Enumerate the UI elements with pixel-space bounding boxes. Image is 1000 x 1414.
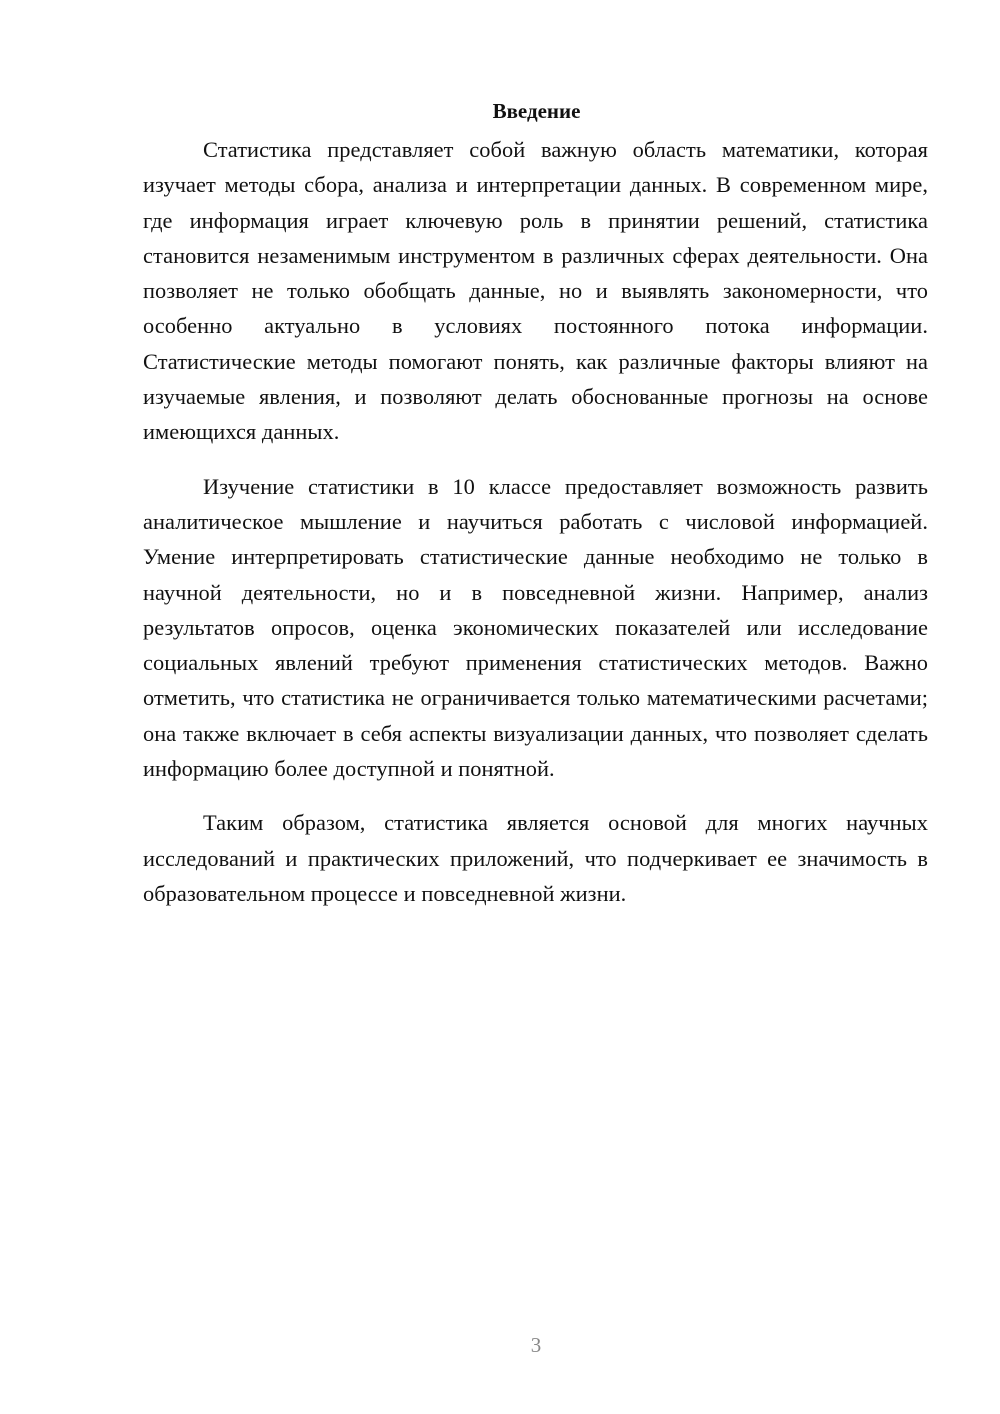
paragraph-3: Таким образом, статистика является основой для многих научных исследований и практических приложений, что подчеркивает ее значимость в образовательном процессе и повседневной жизни. [143,810,928,906]
section-title: Введение [492,99,581,123]
paragraph-2: Изучение статистики в 10 классе предоставляет возможность развить аналитическое мышление и научиться работать с числовой информацией. Умение интерпретировать статистические данные необходимо не только в научной деятельности, но и в повседневной жизни. Например, анализ результатов опросов, оценка экономических показателей или исследование социальных явлений требуют применения статистических методов. Важно отметить, что статистика не ограничивается только математическими расчетами; она также включает в себя аспекты визуализации данных, что позволяет сделать информацию более доступной и понятной. [143,473,928,782]
paragraph-1: Статистика представляет собой важную область математики, которая изучает методы сбора, анализа и интерпретации данных. В современном мире, где информация играет ключевую роль в принятии решений, статистика становится незаменимым инструментом в различных сферах деятельности. Она позволяет не только обобщать данные, но и выявлять закономерности, что особенно актуально в условиях постоянного потока информации. Статистические методы помогают понять, как различные факторы влияют на изучаемые явления, и позволяют делать обоснованные прогнозы на основе имеющихся данных. [143,137,928,445]
page-number: 3 [530,1333,542,1357]
page-content [143,96,928,930]
